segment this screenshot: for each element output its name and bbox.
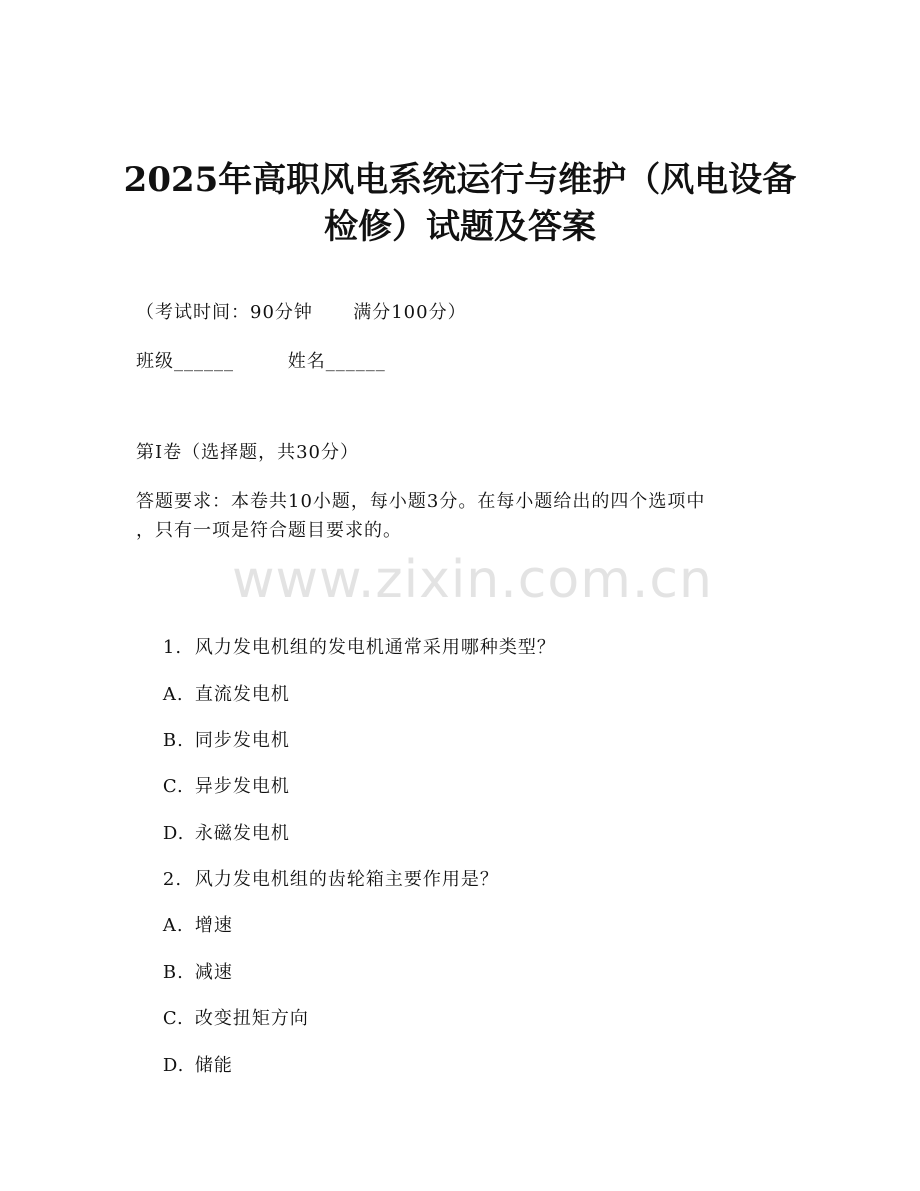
option-text: 异步发电机 <box>194 776 290 797</box>
option-label: C. <box>162 776 184 797</box>
option-label: C. <box>162 1008 184 1029</box>
option-text: 储能 <box>194 1055 233 1076</box>
section-instructions-line-2: ，只有一项是符合题目要求的。 <box>136 520 402 541</box>
option-label: B. <box>162 962 184 983</box>
question-number: 1. <box>162 637 183 658</box>
option-text: 改变扭矩方向 <box>194 1008 309 1029</box>
option-label: D. <box>162 1055 185 1076</box>
option-text: 直流发电机 <box>194 684 290 705</box>
option-text: 同步发电机 <box>194 730 290 751</box>
section-instructions-line-1: 答题要求：本卷共10小题，每小题3分。在每小题给出的四个选项中 <box>136 491 706 512</box>
option-label: D. <box>162 823 185 844</box>
question-text: 风力发电机组的发电机通常采用哪种类型？ <box>194 637 556 658</box>
option-label: A. <box>162 684 184 705</box>
question-number: 2. <box>162 869 183 890</box>
option-label: B. <box>162 730 184 751</box>
watermark: www.zixin.com.cn <box>232 550 713 610</box>
option-text: 永磁发电机 <box>194 823 290 844</box>
student-fields: 班级______ 姓名______ <box>136 351 386 372</box>
option-text: 增速 <box>194 915 233 936</box>
option-label: A. <box>162 915 184 936</box>
question-2-option-d <box>136 1030 233 1102</box>
option-text: 减速 <box>194 962 233 983</box>
exam-info: （考试时间：90分钟 满分100分） <box>136 302 467 323</box>
page-title-line-1: 2025年高职风电系统运行与维护（风电设备 <box>123 160 797 200</box>
page-title-line-2: 检修）试题及答案 <box>324 207 596 247</box>
section-heading: 第I卷（选择题，共30分） <box>136 442 360 463</box>
question-text: 风力发电机组的齿轮箱主要作用是？ <box>194 869 499 890</box>
